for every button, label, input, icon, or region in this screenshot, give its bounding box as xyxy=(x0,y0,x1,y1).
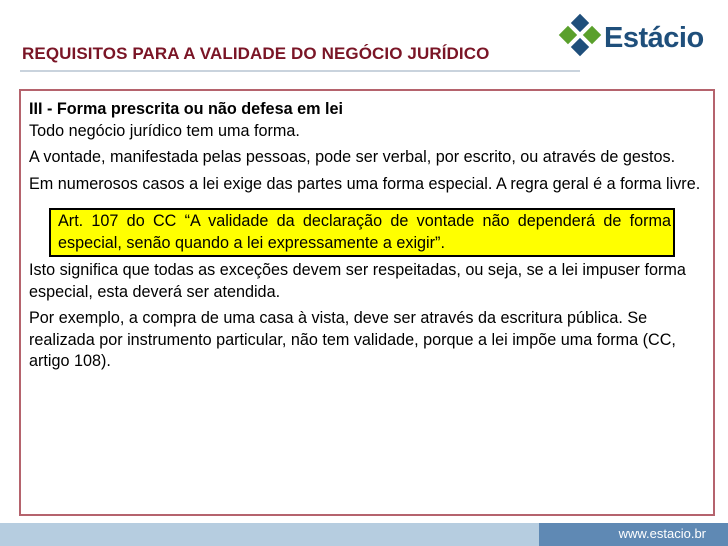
paragraph-2: A vontade, manifestada pelas pessoas, pode ser verbal, por escrito, ou através de gestos. xyxy=(29,148,676,166)
article-quote-box xyxy=(49,208,675,257)
content-body xyxy=(29,99,703,373)
slide-title: REQUISITOS PARA A VALIDADE DO NEGÓCIO JURÍDICO xyxy=(22,44,490,63)
estacio-emblem-icon xyxy=(556,8,604,62)
footer-url: www.estacio.br xyxy=(618,526,706,541)
paragraph-5: Por exemplo, a compra de uma casa à vista, deve ser através da escritura pública. Se realizada por instrumento particular, não tem validade, porque a lei impõe uma forma (CC, artigo 108). xyxy=(29,309,676,370)
article-quote: Art. 107 do CC “A validade da declaração de vontade não dependerá de forma especial, senão quando a lei expressamente a exigir”. xyxy=(58,212,671,252)
paragraph-1: Todo negócio jurídico tem uma forma. xyxy=(29,121,300,140)
content-box xyxy=(19,89,715,516)
logo-wordmark: Estácio xyxy=(604,22,704,54)
paragraph-3: Em numerosos casos a lei exige das partes uma forma especial. A regra geral é a forma livre. xyxy=(29,174,701,193)
title-divider xyxy=(20,70,580,72)
paragraph-4: Isto significa que todas as exceções devem ser respeitadas, ou seja, se a lei impuser forma especial, esta deverá ser atendida. xyxy=(29,261,686,301)
estacio-logo xyxy=(556,8,728,70)
section-heading: III - Forma prescrita ou não defesa em lei xyxy=(29,100,343,118)
